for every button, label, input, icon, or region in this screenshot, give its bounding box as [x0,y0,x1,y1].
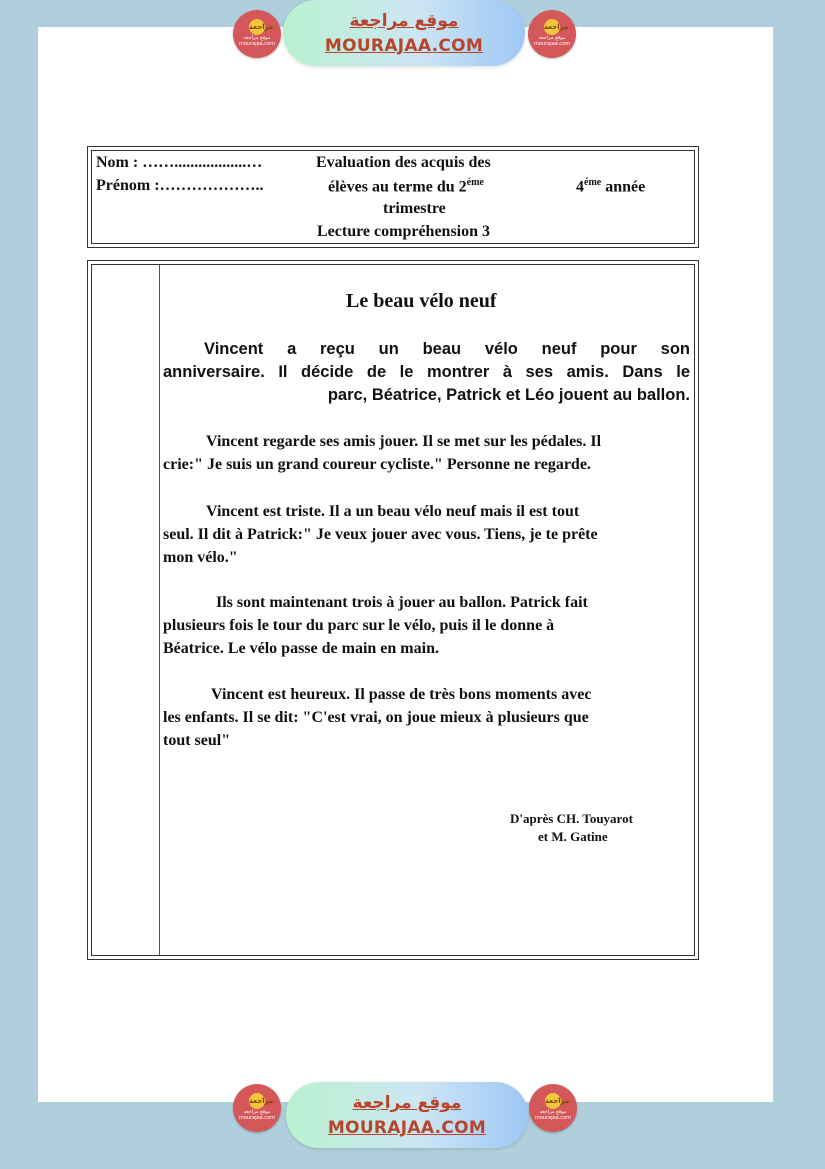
logo-badge-icon: مراجعة [544,19,560,35]
exam-header [87,146,699,248]
logo-badge-icon: مراجعة [545,1093,561,1109]
grade-level: $4^{éme}$ année [576,177,646,196]
logo-badge-icon: مراجعة [249,19,265,35]
site-banner-bottom [0,1079,825,1159]
site-banner-top [0,0,825,74]
margin-line [159,265,160,955]
site-logo-left: مراجعة موقع مراجعة mourajaa.com [233,10,281,58]
paragraph-4: Ils sont maintenant trois à jouer au ballon. Patrick fait plusieurs fois le tour du parc sur le vélo, puis il le donne à Béatrice. Le vélo passe de main en main. [163,594,588,657]
site-name-arabic[interactable]: موقع مراجعة [349,11,459,31]
paragraph-2: Vincent regarde ses amis jouer. Il se met sur les pédales. Il crie:" Je suis un grand coureur cycliste." Personne ne regarde. [163,433,602,473]
site-link[interactable] [283,0,525,66]
eval-title-line1: Evaluation des acquis des [316,154,491,171]
eval-title-line4: Lecture compréhension 3 [317,223,491,240]
site-logo-left: مراجعة موقع مراجعة mourajaa.com [233,1084,281,1132]
site-logo-right: مراجعة موقع مراجعة mourajaa.com [528,10,576,58]
name-field-label: Nom : ……..................… [96,154,263,171]
site-url[interactable]: MOURAJAA.COM [324,36,484,56]
text-title: Le beau vélo neuf [346,290,497,312]
paragraph-5: Vincent est heureux. Il passe de très bons moments avec les enfants. Il se dit: "C'est vrai, on joue mieux à plusieurs que tout seul" [163,686,592,749]
site-name-arabic[interactable]: موقع مراجعة [352,1093,462,1113]
eval-title-line2: élèves au terme du $2^{éme}$ [328,177,484,196]
firstname-field-label: Prénom :……………….. [96,177,264,194]
logo-badge-icon: مراجعة [249,1093,265,1109]
site-url[interactable]: MOURAJAA.COM [327,1118,487,1138]
source-line2: et M. Gatine [538,829,608,844]
paragraph-3: Vincent est triste. Il a un beau vélo neuf mais il est tout seul. Il dit à Patrick:" Je veux jouer avec vous. Tiens, je te prête mon vélo." [163,503,598,566]
site-logo-right: مراجعة موقع مراجعة mourajaa.com [529,1084,577,1132]
eval-title-line3: trimestre [383,200,446,217]
paragraph-1: Vincent a reçu un beau vélo neuf pour son anniversaire. Il décide de le montrer à ses amis. Dans le parc, Béatrice, Patrick et Léo jouent au ballon. [163,340,690,404]
source-line1: D'après CH. Touyarot [510,811,633,826]
site-link[interactable] [286,1082,528,1148]
